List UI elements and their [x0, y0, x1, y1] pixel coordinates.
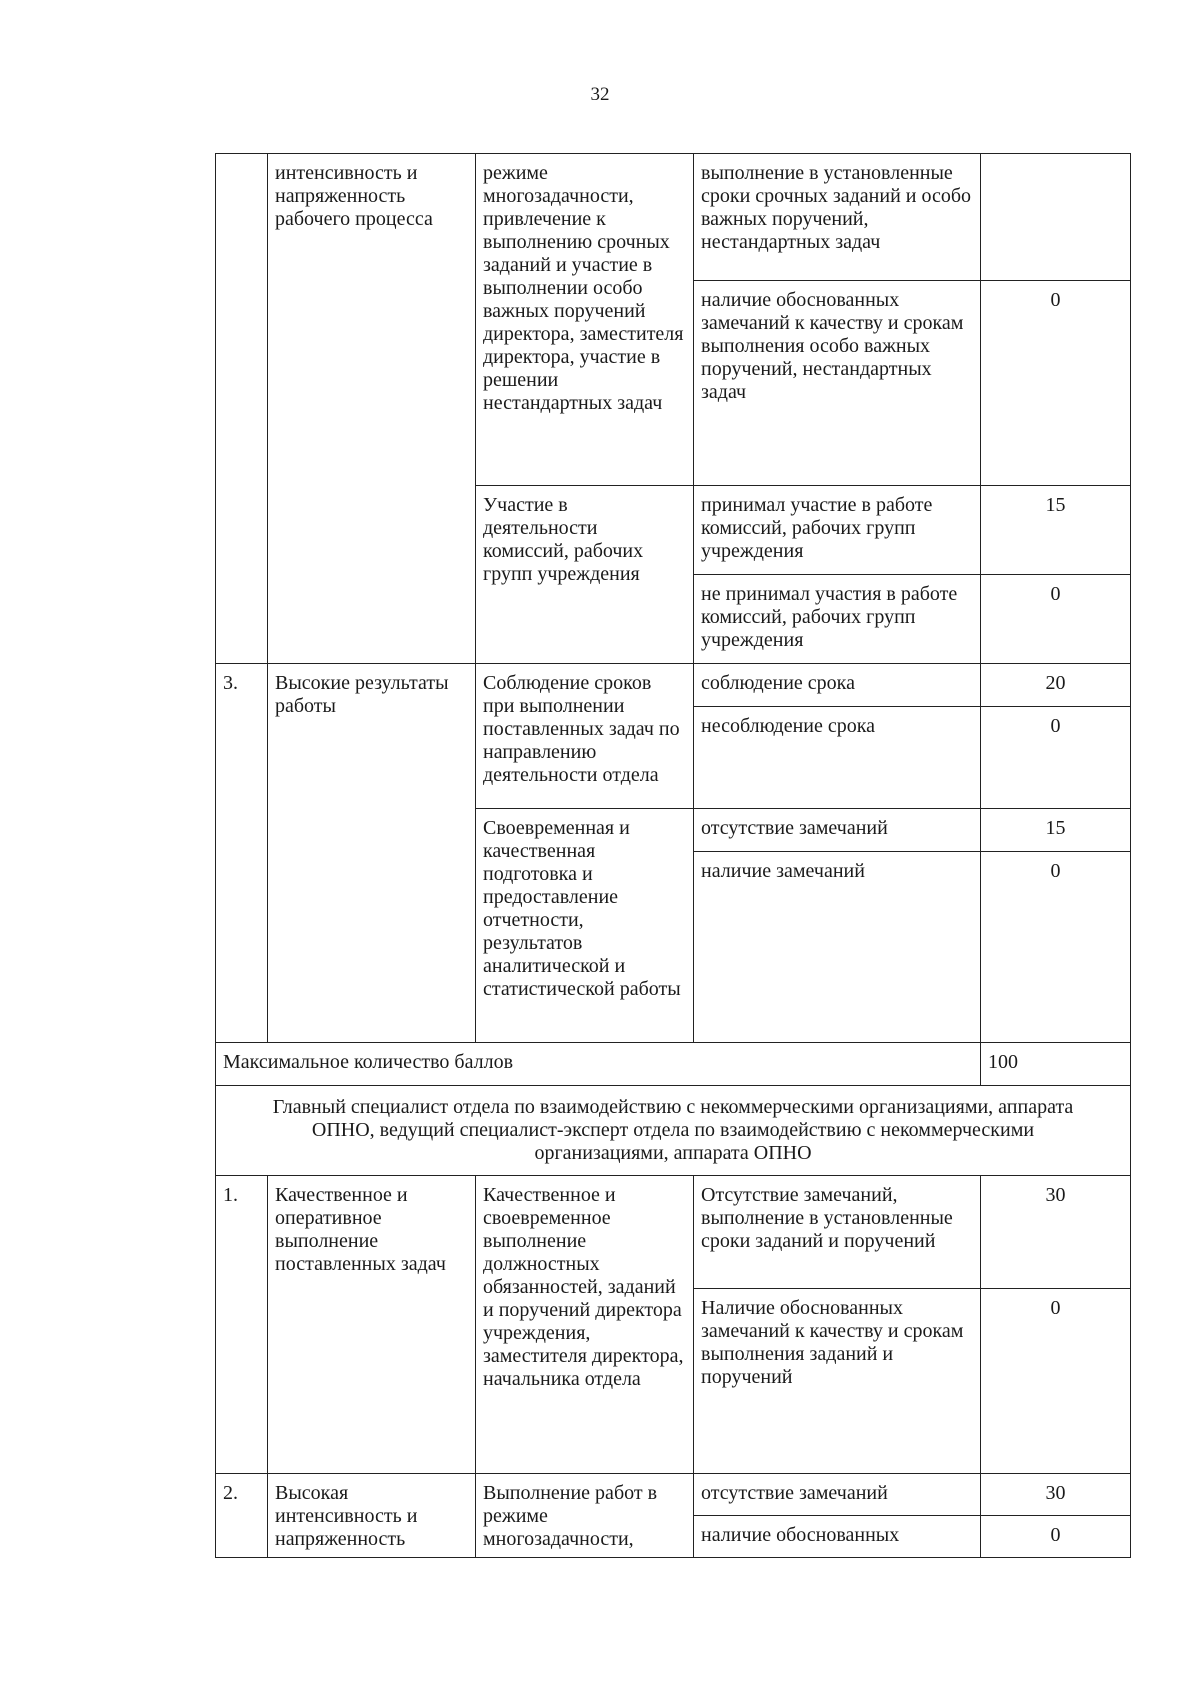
score-cell: 0: [981, 575, 1131, 664]
table-row: [216, 1176, 1131, 1289]
score-cell: 0: [981, 707, 1131, 809]
score-cell: 0: [981, 852, 1131, 1043]
indicator-cell: режиме многозадачности, привлечение к выполнению срочных заданий и участие в выполнении особо важных поручений директора, заместителя директора, участие в решении нестандартных задач: [476, 154, 694, 486]
score-cell: 30: [981, 1176, 1131, 1289]
condition-cell: выполнение в установленные сроки срочных заданий и особо важных поручений, нестандартных задач: [694, 154, 981, 281]
criterion-cell: интенсивность и напряженность рабочего процесса: [268, 154, 476, 664]
max-score-label: Максимальное количество баллов: [216, 1043, 981, 1086]
score-cell: 15: [981, 809, 1131, 852]
num-cell: 1.: [216, 1176, 268, 1474]
max-score-value: 100: [981, 1043, 1131, 1086]
condition-cell: отсутствие замечаний: [694, 809, 981, 852]
score-cell: 15: [981, 486, 1131, 575]
indicator-cell: Качественное и своевременное выполнение должностных обязанностей, заданий и поручений директора учреждения, заместителя директора, начальника отдела: [476, 1176, 694, 1474]
criterion-cell: Качественное и оперативное выполнение поставленных задач: [268, 1176, 476, 1474]
condition-cell: не принимал участия в работе комиссий, рабочих групп учреждения: [694, 575, 981, 664]
table-row: [216, 154, 1131, 281]
condition-cell: наличие обоснованных: [694, 1516, 981, 1558]
criterion-cell: Высокая интенсивность и напряженность: [268, 1474, 476, 1558]
score-cell: [981, 154, 1131, 281]
score-cell: 20: [981, 664, 1131, 707]
condition-cell: Отсутствие замечаний, выполнение в установленные сроки заданий и поручений: [694, 1176, 981, 1289]
condition-cell: принимал участие в работе комиссий, рабочих групп учреждения: [694, 486, 981, 575]
condition-cell: несоблюдение срока: [694, 707, 981, 809]
score-cell: 30: [981, 1474, 1131, 1516]
condition-cell: соблюдение срока: [694, 664, 981, 707]
num-cell: [216, 154, 268, 664]
indicator-cell: Участие в деятельности комиссий, рабочих групп учреждения: [476, 486, 694, 664]
max-score-row: [216, 1043, 1131, 1086]
page-number: 32: [590, 84, 610, 105]
indicator-cell: Соблюдение сроков при выполнении поставленных задач по направлению деятельности отдела: [476, 664, 694, 809]
score-cell: 0: [981, 1516, 1131, 1558]
section-row: [216, 1086, 1131, 1176]
condition-cell: отсутствие замечаний: [694, 1474, 981, 1516]
score-cell: 0: [981, 281, 1131, 486]
criteria-table: [215, 153, 1131, 1558]
indicator-cell: Своевременная и качественная подготовка и предоставление отчетности, результатов аналитической и статистической работы: [476, 809, 694, 1043]
criterion-cell: Высокие результаты работы: [268, 664, 476, 1043]
condition-cell: наличие обоснованных замечаний к качеству и срокам выполнения особо важных поручений, нестандартных задач: [694, 281, 981, 486]
table-row: [216, 664, 1131, 707]
score-cell: 0: [981, 1289, 1131, 1474]
table-row: [216, 1474, 1131, 1516]
section-title: Главный специалист отдела по взаимодействию с некоммерческими организациями, аппарата ОПНО, ведущий специалист-эксперт отдела по взаимодействию с некоммерческими организациями, аппарата ОПНО: [216, 1086, 1131, 1176]
condition-cell: наличие замечаний: [694, 852, 981, 1043]
indicator-cell: Выполнение работ в режиме многозадачности,: [476, 1474, 694, 1558]
num-cell: 3.: [216, 664, 268, 1043]
num-cell: 2.: [216, 1474, 268, 1558]
condition-cell: Наличие обоснованных замечаний к качеству и срокам выполнения заданий и поручений: [694, 1289, 981, 1474]
